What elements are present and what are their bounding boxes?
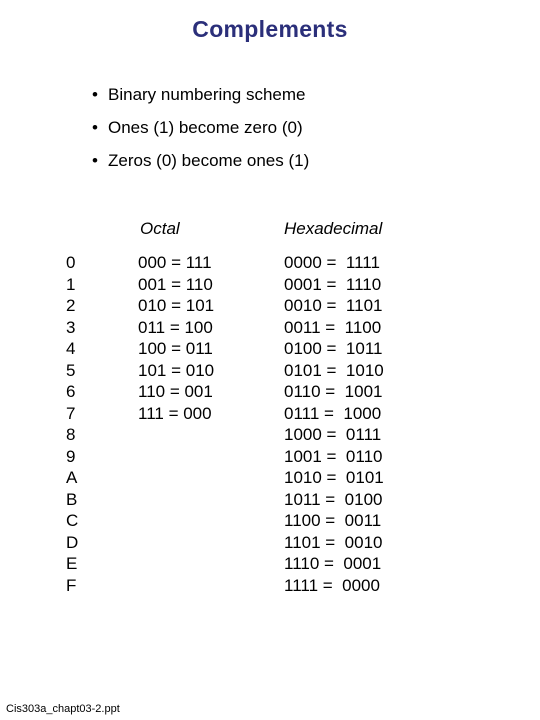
digit-cell: E	[66, 554, 78, 573]
hex-row: 1100 = 0011	[284, 511, 382, 530]
digit-cell: 2	[66, 296, 76, 315]
octal-row: 101 = 010	[138, 360, 215, 380]
hex-row: 1110 = 0001	[284, 554, 382, 573]
bullet-item	[92, 150, 309, 183]
digit-cell: 6	[66, 382, 76, 401]
octal-row: 010 = 101	[138, 296, 215, 315]
hex-row: 0100 = 1011	[284, 339, 383, 358]
digit-cell: 4	[66, 339, 76, 358]
digit-column	[66, 252, 78, 596]
bullet-dot: •	[92, 151, 98, 170]
bullet-item	[92, 117, 309, 150]
hex-row: 1101 = 0010	[284, 532, 383, 552]
octal-header: Octal	[140, 219, 180, 238]
octal-row: 000 = 111	[138, 253, 212, 272]
octal-row: 100 = 011	[138, 339, 213, 358]
hex-row: 1010 = 0101	[284, 468, 384, 487]
hexadecimal-header: Hexadecimal	[284, 219, 383, 238]
digit-cell: F	[66, 575, 77, 595]
digit-cell: D	[66, 532, 79, 552]
bullet-text: Binary numbering scheme	[108, 85, 306, 104]
octal-column	[138, 252, 214, 424]
bullet-text: Ones (1) become zero (0)	[108, 118, 303, 137]
octal-row: 110 = 001	[138, 382, 213, 401]
page-title: Complements	[192, 16, 348, 42]
digit-cell: A	[66, 468, 78, 487]
hexadecimal-column	[284, 252, 384, 596]
hex-row: 0011 = 1100	[284, 317, 382, 337]
bullet-text: Zeros (0) become ones (1)	[108, 151, 310, 170]
octal-row: 011 = 100	[138, 317, 213, 337]
digit-cell: C	[66, 511, 79, 530]
octal-row: 111 = 000	[138, 403, 212, 423]
hex-row: 1000 = 0111	[284, 425, 382, 444]
hex-row: 0010 = 1101	[284, 296, 383, 315]
hex-row: 0101 = 1010	[284, 360, 384, 380]
bullet-list	[92, 84, 309, 183]
digit-cell: 8	[66, 425, 76, 444]
octal-row: 001 = 110	[138, 274, 213, 294]
hex-row: 0000 = 1111	[284, 253, 380, 272]
digit-cell: 0	[66, 253, 76, 272]
footer-filename: Cis303a_chapt03-2.ppt	[6, 703, 120, 715]
digit-cell: 5	[66, 360, 76, 380]
digit-cell: 3	[66, 317, 76, 337]
digit-cell: B	[66, 489, 78, 509]
hex-row: 1001 = 0110	[284, 446, 383, 466]
digit-cell: 9	[66, 446, 76, 466]
bullet-dot: •	[92, 85, 98, 104]
bullet-item	[92, 84, 309, 117]
hex-row: 0001 = 1110	[284, 274, 382, 294]
hex-row: 1011 = 0100	[284, 489, 383, 509]
hex-row: 1111 = 0000	[284, 575, 380, 595]
digit-cell: 7	[66, 403, 76, 423]
hex-row: 0111 = 1000	[284, 403, 382, 423]
bullet-dot: •	[92, 118, 98, 137]
digit-cell: 1	[66, 274, 76, 294]
hex-row: 0110 = 1001	[284, 382, 383, 401]
